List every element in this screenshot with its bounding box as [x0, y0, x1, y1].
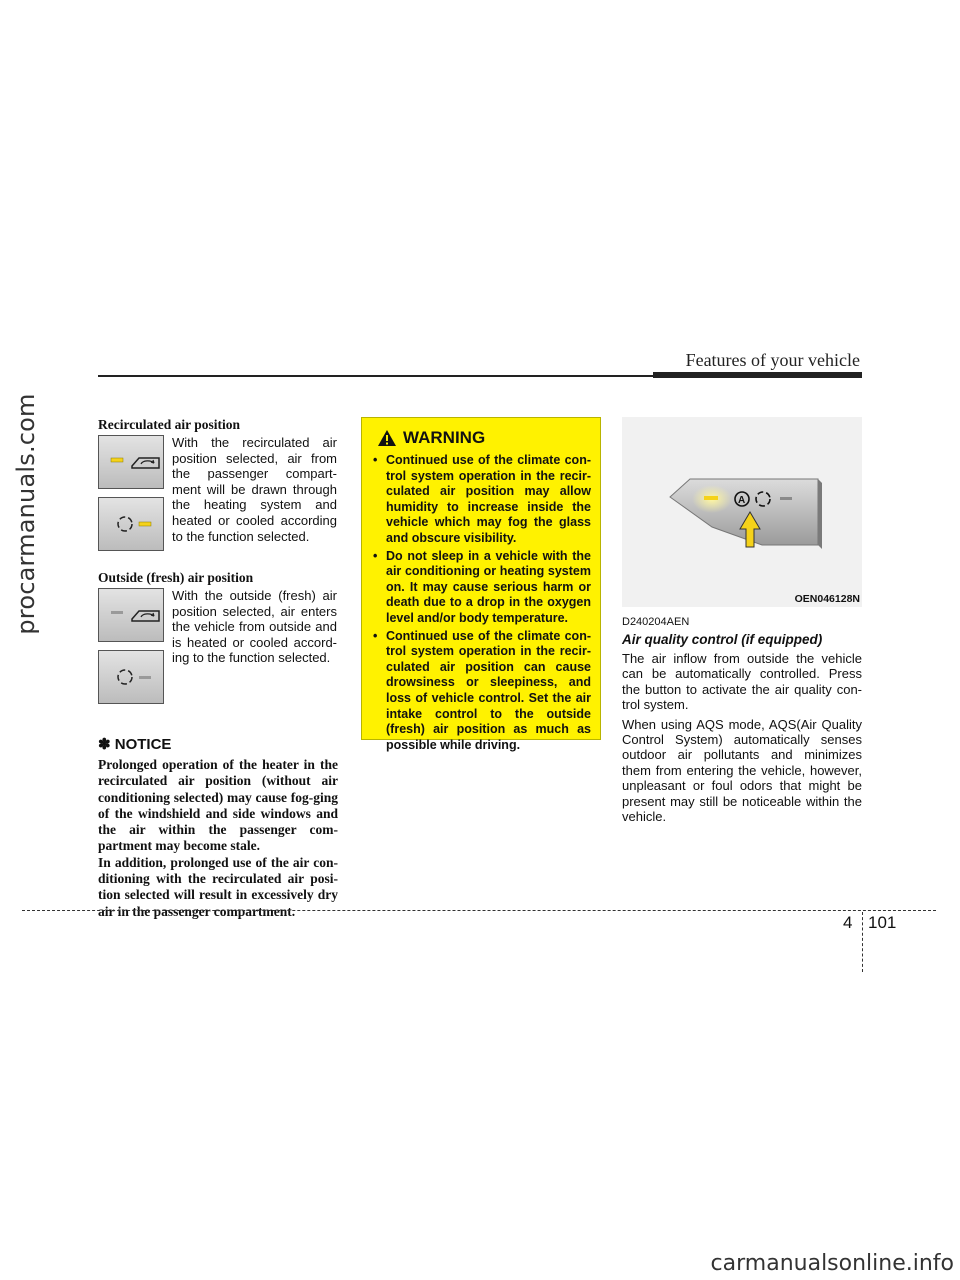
page-divider	[862, 912, 863, 972]
svg-text:A: A	[738, 495, 746, 506]
notice-body	[98, 757, 338, 920]
car-icon	[132, 458, 159, 468]
right-column	[622, 417, 862, 828]
aqs-paragraph-2: When using AQS mode, AQS(Air Quality Control System) automatically senses outdoor air pollutants and minimizes them from entering the vehicle, however, unpleasant or foul odors that might be present may still be noticeable within the vehicle.	[622, 716, 862, 825]
watermark-left: procarmanuals.com	[12, 393, 40, 635]
recirculate-arrow-icon	[141, 613, 154, 617]
outside-text: With the outside (fresh) air position selected, air enters the vehicle from outside and is heated or cooled accord-ing to the function selected.	[172, 588, 337, 666]
watermark-bottom: carmanualsonline.info	[710, 1251, 954, 1276]
aqs-paragraph-1: The air inflow from outside the vehicle can be automatically controlled. Press the button to activate the air quality con-trol system.	[622, 651, 862, 713]
warning-item: • Continued use of the climate con-trol system operation in the recir-culated air position may allow humidity to increase inside the vehicle which may fog the glass and obscure visibility.	[373, 453, 591, 547]
notice-paragraph-1: Prolonged operation of the heater in the recirculated air position (without air conditioning selected) may cause fog-ging of the windshield and side windows and the air within the passenger com-partment may become stale.	[98, 757, 338, 854]
outside-button-image-1	[98, 588, 164, 642]
warning-box	[361, 417, 601, 752]
outside-block	[98, 588, 338, 705]
recirc-button-image-2	[98, 497, 164, 551]
footer-rule	[22, 910, 936, 911]
chapter-number: 4	[843, 913, 853, 932]
notice-title: ✽ NOTICE	[98, 736, 172, 753]
outside-button-image-2	[98, 650, 164, 704]
outside-heading: Outside (fresh) air position	[98, 570, 254, 585]
left-column	[98, 417, 338, 920]
aqs-body	[622, 651, 862, 824]
fresh-air-circle-icon	[118, 670, 132, 684]
warning-list	[373, 453, 591, 753]
recirculated-heading: Recirculated air position	[98, 417, 240, 432]
car-icon	[132, 611, 159, 621]
reference-code: D240204AEN	[622, 616, 690, 628]
recirculate-arrow-icon	[141, 460, 154, 464]
aqs-heading: Air quality control (if equipped)	[622, 632, 823, 647]
aqs-panel-illustration	[622, 417, 862, 607]
image-code: OEN046128N	[794, 593, 860, 605]
notice-paragraph-2: In addition, prolonged use of the air con-ditioning with the recirculated air posi-tion selected will result in excessively dry air in the passenger compartment.	[98, 854, 338, 919]
warning-item: • Do not sleep in a vehicle with the air conditioning or heating system on. It may cause serious harm or death due to a drop in the oxygen level and/or body temperature.	[373, 549, 591, 627]
recirc-button-image-1	[98, 435, 164, 489]
warning-header	[377, 428, 591, 448]
aqs-button-photo	[622, 417, 862, 607]
fresh-air-circle-icon	[118, 517, 132, 531]
recirculated-block	[98, 435, 338, 552]
warning-title: WARNING	[403, 428, 486, 447]
recirculated-text: With the recirculated air position selected, air from the passenger compart-ment will be drawn through the heating system and heated or cooled according to the function selected.	[172, 435, 337, 544]
page-number: 101	[868, 913, 897, 932]
warning-triangle-icon	[377, 429, 397, 447]
header-bar	[653, 372, 862, 378]
section-title: Features of your vehicle	[685, 350, 860, 370]
warning-item: • Continued use of the climate con-trol system operation in the recir-culated air position can cause drowsiness or sleepiness, and loss of vehicle control. Set the air intake control to the outside (fresh) air position as much as possible while driving.	[373, 629, 591, 754]
